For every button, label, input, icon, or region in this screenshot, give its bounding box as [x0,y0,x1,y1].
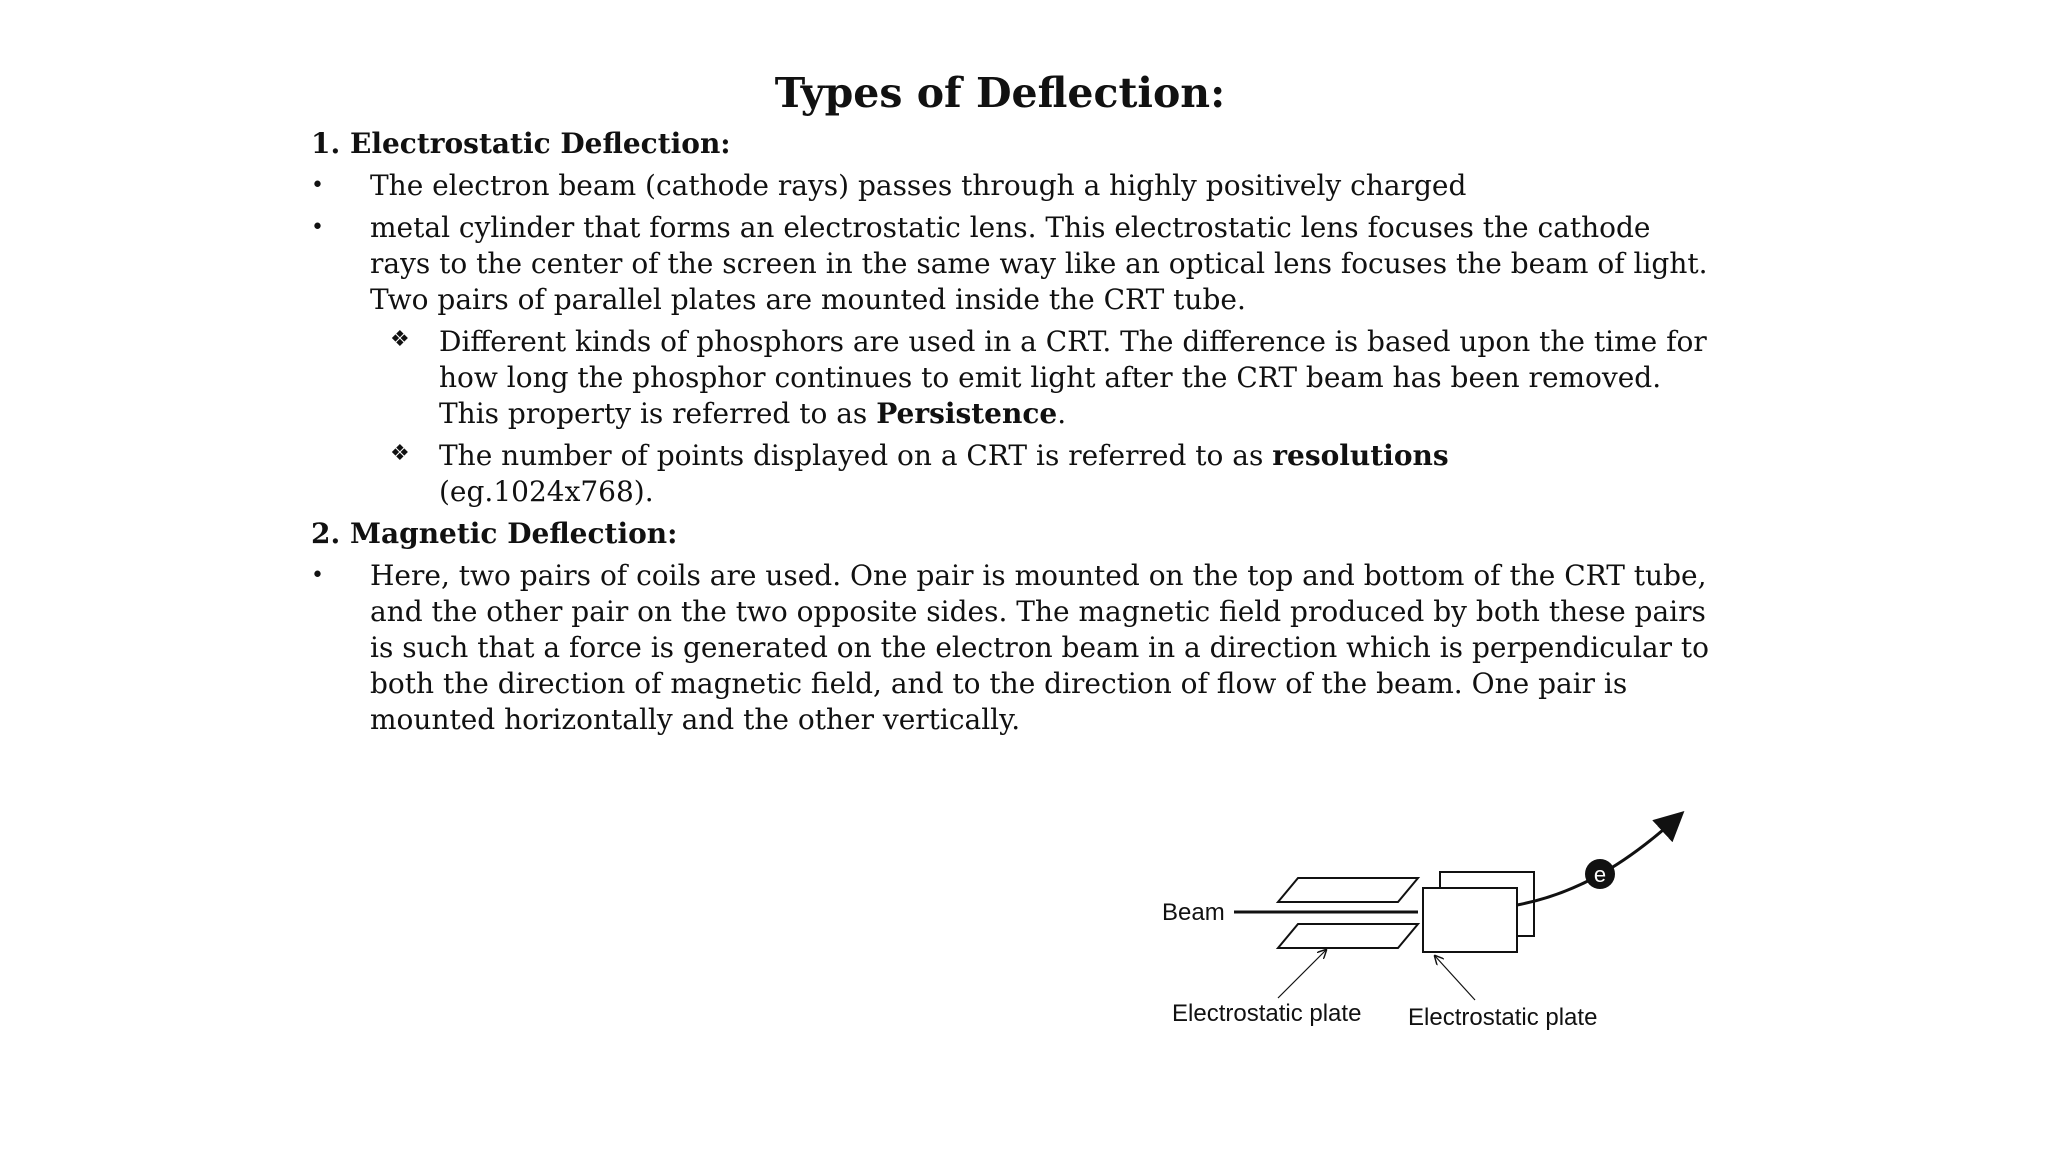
horizontal-plate-top [1278,878,1418,902]
bullet-text: The electron beam (cathode rays) passes through a highly positively charged [370,169,1467,202]
slide-content [311,126,1711,744]
sub-bullet-text: Different kinds of phosphors are used in a CRT. The difference is based upon the time for how long the phosphor continues to emit light after the CRT beam has been removed. This property is referred to as [439,325,1707,430]
diamond-bullet-icon: ❖ [390,327,410,352]
bullet-item [311,168,1711,204]
section-heading-magnetic: 2. Magnetic Deflection: [311,517,678,550]
sub-bullet-text: The number of points displayed on a CRT is referred to as [439,439,1273,472]
electrostatic-plate-label-left: Electrostatic plate [1172,1000,1362,1027]
bullet-dot-icon: • [311,173,324,198]
electron-label: e [1593,862,1607,887]
bullet-dot-icon: • [311,563,324,588]
pointer-arrow-right [1435,956,1475,1000]
page-title: Types of Deflection: [774,69,1226,117]
sub-bullet-end: . [1057,397,1067,430]
sub-bullet-item [311,324,1711,432]
horizontal-plate-bottom [1278,924,1418,948]
sub-bullet-end: (eg.1024x768). [439,475,654,508]
bullet-item [311,210,1711,318]
sub-bullet-item [311,438,1711,510]
vertical-plate-front [1423,888,1517,952]
bullet-text: metal cylinder that forms an electrostatic lens. This electrostatic lens focuses the cathode rays to the center of the screen in the same way like an optical lens focuses the beam of light. Two pairs of parallel plates are mounted inside the CRT tube. [370,211,1708,316]
diamond-bullet-icon: ❖ [390,441,410,466]
section-heading-electrostatic: 1. Electrostatic Deflection: [311,127,731,160]
bullet-dot-icon: • [311,215,324,240]
bullet-item [311,558,1711,738]
deflection-diagram [1150,790,1710,1050]
persistence-term: Persistence [876,397,1058,430]
bullet-text: Here, two pairs of coils are used. One pair is mounted on the top and bottom of the CRT tube, and the other pair on the two opposite sides. The magnetic field produced by both these pairs is such that a force is generated on the electron beam in a direction which is perpendicular to both the direction of magnetic field, and to the direction of flow of the beam. One pair is mounted horizontally and the other vertically. [370,559,1709,736]
resolutions-term: resolutions [1272,439,1449,472]
electrostatic-plate-label-right: Electrostatic plate [1408,1004,1598,1031]
pointer-arrow-left [1278,950,1326,998]
beam-label: Beam [1162,899,1225,926]
